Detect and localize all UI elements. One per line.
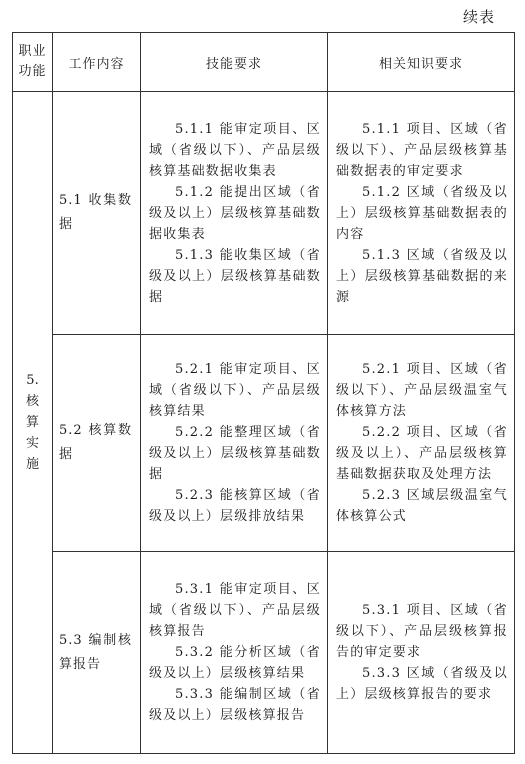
- knowledge-item: 5.2.1 项目、区域（省级以下）、产品层级温室气体核算方法: [336, 362, 508, 419]
- skill-item: 5.1.1 能审定项目、区域（省级以下）、产品层级核算基础数据收集表: [149, 121, 321, 179]
- skill-item: 5.3.3 能编制区域（省级及以上）层级核算报告: [149, 687, 321, 723]
- skill-item: 5.3.2 能分析区域（省级及以上）层级核算结果: [149, 645, 321, 681]
- work-content-text: 5.2 核算数据: [59, 423, 132, 462]
- header-skills: 技能要求: [141, 33, 328, 92]
- skill-item: 5.1.2 能提出区域（省级及以上）层级核算基础数据收集表: [149, 184, 321, 242]
- knowledge-cell: [328, 552, 515, 754]
- work-content-cell: [53, 335, 141, 552]
- knowledge-item: 5.2.3 区域层级温室气体核算公式: [336, 488, 508, 524]
- skills-cell: [141, 92, 328, 335]
- skill-item: 5.2.1 能审定项目、区域（省级以下）、产品层级核算结果: [149, 362, 321, 419]
- knowledge-item: 5.1.1 项目、区域（省级以下）、产品层级核算基础数据表的审定要求: [336, 121, 508, 179]
- skills-cell: [141, 552, 328, 754]
- knowledge-cell: [328, 92, 515, 335]
- function-number: 5.: [26, 373, 39, 388]
- header-row: [13, 33, 515, 92]
- header-function: 职业功能: [13, 33, 53, 92]
- table-row: [13, 92, 515, 335]
- skill-item: 5.2.3 能核算区域（省级及以上）层级排放结果: [149, 488, 321, 524]
- skills-cell: [141, 335, 328, 552]
- knowledge-item: 5.3.3 区域（省级及以上）层级核算报告的要求: [336, 666, 508, 702]
- skills-table: [12, 32, 515, 754]
- work-content-cell: [53, 552, 141, 754]
- knowledge-item: 5.3.1 项目、区域（省级以下）、产品层级核算报告的审定要求: [336, 603, 508, 660]
- work-content-cell: [53, 92, 141, 335]
- header-work: 工作内容: [53, 33, 141, 92]
- knowledge-item: 5.2.2 项目、区域（省级及以上）、产品层级核算基础数据获取及处理方法: [336, 425, 508, 482]
- header-knowledge: 相关知识要求: [328, 33, 515, 92]
- knowledge-item: 5.1.3 区域（省级及以上）层级核算基础数据的来源: [336, 247, 508, 305]
- continued-label: 续表: [462, 8, 495, 26]
- knowledge-cell: [328, 335, 515, 552]
- table-row: [13, 335, 515, 552]
- function-cell: [13, 92, 53, 754]
- table-row: [13, 552, 515, 754]
- function-text: 核算实施: [25, 394, 39, 472]
- work-content-text: 5.3 编制核算报告: [59, 632, 132, 672]
- skill-item: 5.2.2 能整理区域（省级及以上）层级核算基础数据: [149, 425, 321, 482]
- skill-item: 5.3.1 能审定项目、区域（省级以下）、产品层级核算报告: [149, 582, 321, 639]
- skill-item: 5.1.3 能收集区域（省级及以上）层级核算基础数据: [149, 247, 321, 305]
- knowledge-item: 5.1.2 区域（省级及以上）层级核算基础数据表的内容: [336, 184, 508, 242]
- work-content-text: 5.1 收集数据: [59, 193, 132, 232]
